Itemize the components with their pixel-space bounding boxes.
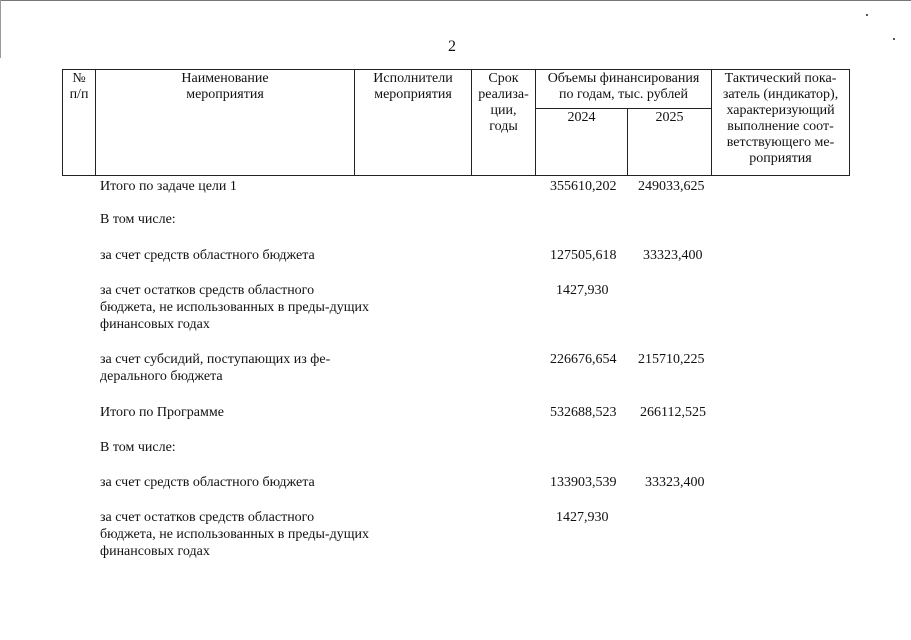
- row-label: В том числе:: [100, 440, 176, 455]
- row-label: за счет средств областного бюджета: [100, 248, 315, 263]
- row-label: за счет средств областного бюджета: [100, 475, 315, 490]
- header-number: № п/п: [63, 70, 96, 176]
- value-2024: 1427,930: [556, 510, 609, 525]
- header-executors: Исполнители мероприятия: [355, 70, 472, 176]
- value-2024: 355610,202: [550, 179, 617, 194]
- table-header: [62, 69, 850, 176]
- header-year-2024: 2024: [536, 109, 628, 176]
- value-2025: 33323,400: [645, 475, 705, 490]
- value-2025: 249033,625: [638, 179, 705, 194]
- row-label: Итого по Программе: [100, 405, 224, 420]
- header-name: Наименование мероприятия: [96, 70, 355, 176]
- value-2024: 532688,523: [550, 405, 617, 420]
- header-indicator: Тактический пока- затель (индикатор), характеризующий выполнение соот- ветствующего ме- роприятия: [712, 70, 850, 176]
- value-2024: 1427,930: [556, 283, 609, 298]
- value-2025: 266112,525: [640, 405, 706, 420]
- value-2025: 215710,225: [638, 352, 705, 367]
- page-number: 2: [448, 38, 456, 55]
- scan-speck: [893, 38, 895, 40]
- value-2024: 133903,539: [550, 475, 617, 490]
- header-year-2025: 2025: [628, 109, 712, 176]
- page-border-left: [0, 0, 1, 58]
- row-label: Итого по задаче цели 1: [100, 179, 237, 194]
- value-2025: 33323,400: [643, 248, 703, 263]
- row-label: В том числе:: [100, 212, 176, 227]
- row-label: за счет субсидий, поступающих из фе-дерального бюджета: [100, 352, 331, 384]
- page-border: [0, 0, 911, 1]
- header-term: Срок реализа- ции, годы: [472, 70, 536, 176]
- scan-speck: [866, 14, 868, 16]
- header-funding: Объемы финансирования по годам, тыс. рублей: [536, 70, 712, 109]
- row-label: за счет остатков средств областного бюджета, не использованных в преды-дущих финансовых годах: [100, 510, 369, 559]
- value-2024: 127505,618: [550, 248, 617, 263]
- row-label: за счет остатков средств областного бюджета, не использованных в преды-дущих финансовых годах: [100, 283, 369, 332]
- value-2024: 226676,654: [550, 352, 617, 367]
